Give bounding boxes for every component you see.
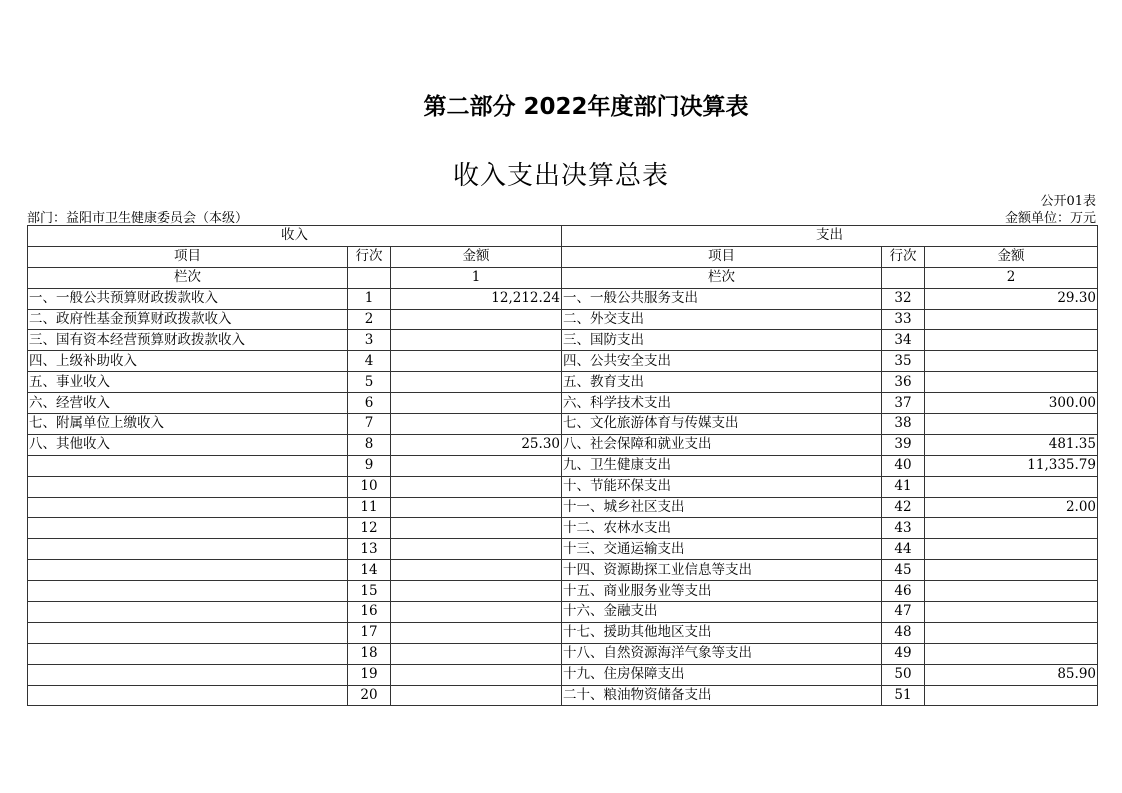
income-item-cell: 七、附属单位上缴收入 — [28, 414, 348, 435]
expense-amount-cell: 11,335.79 — [925, 455, 1098, 476]
expense-amount-header: 金额 — [925, 246, 1098, 267]
table-row — [28, 414, 1098, 435]
page-title: 收入支出决算总表 — [452, 161, 669, 191]
expense-amount-cell — [925, 309, 1098, 330]
part-title: 第二部分 2022年度部门决算表 — [423, 94, 749, 120]
expense-item-cell: 十七、援助其他地区支出 — [562, 622, 882, 643]
expense-item-cell: 六、科学技术支出 — [562, 393, 882, 414]
income-item-cell — [28, 581, 348, 602]
empty-cell — [882, 267, 925, 288]
expense-item-cell: 七、文化旅游体育与传媒支出 — [562, 414, 882, 435]
form-code: 公开01表 — [1040, 194, 1096, 209]
expense-item-cell: 十五、商业服务业等支出 — [562, 581, 882, 602]
income-item-header: 项目 — [28, 246, 348, 267]
income-row-number-cell: 6 — [348, 393, 391, 414]
expense-item-cell: 十二、农林水支出 — [562, 518, 882, 539]
income-item-cell — [28, 560, 348, 581]
table-row — [28, 643, 1098, 664]
income-item-cell — [28, 518, 348, 539]
income-item-cell — [28, 664, 348, 685]
income-item-cell: 八、其他收入 — [28, 434, 348, 455]
income-lanci-label: 栏次 — [28, 267, 348, 288]
expense-item-cell: 四、公共安全支出 — [562, 351, 882, 372]
expense-row-number-cell: 33 — [882, 309, 925, 330]
table-row — [28, 455, 1098, 476]
income-item-cell: 五、事业收入 — [28, 372, 348, 393]
expense-row-number-cell: 35 — [882, 351, 925, 372]
table-row — [28, 581, 1098, 602]
expense-item-cell: 十八、自然资源海洋气象等支出 — [562, 643, 882, 664]
income-row-number-cell: 4 — [348, 351, 391, 372]
expense-row-number-cell: 48 — [882, 622, 925, 643]
expense-amount-cell: 85.90 — [925, 664, 1098, 685]
income-amount-cell — [391, 602, 562, 623]
income-row-number-cell: 18 — [348, 643, 391, 664]
expense-amount-cell: 29.30 — [925, 288, 1098, 309]
income-row-number-cell: 1 — [348, 288, 391, 309]
income-row-number-cell: 11 — [348, 497, 391, 518]
income-amount-cell — [391, 330, 562, 351]
income-row-number-cell: 5 — [348, 372, 391, 393]
empty-cell — [348, 267, 391, 288]
expense-row-number-cell: 37 — [882, 393, 925, 414]
income-row-header: 行次 — [348, 246, 391, 267]
income-column-number: 1 — [391, 267, 562, 288]
expense-amount-cell — [925, 685, 1098, 706]
expense-row-number-cell: 46 — [882, 581, 925, 602]
table-row — [28, 622, 1098, 643]
table-row — [28, 309, 1098, 330]
income-item-cell: 六、经营收入 — [28, 393, 348, 414]
income-item-cell: 三、国有资本经营预算财政拨款收入 — [28, 330, 348, 351]
income-row-number-cell: 2 — [348, 309, 391, 330]
expense-row-number-cell: 42 — [882, 497, 925, 518]
section-header-row — [28, 226, 1098, 247]
expense-row-number-cell: 36 — [882, 372, 925, 393]
income-amount-cell — [391, 664, 562, 685]
expense-amount-cell — [925, 560, 1098, 581]
income-amount-cell — [391, 622, 562, 643]
expense-row-number-cell: 51 — [882, 685, 925, 706]
expense-lanci-label: 栏次 — [562, 267, 882, 288]
income-amount-cell: 25.30 — [391, 434, 562, 455]
income-row-number-cell: 9 — [348, 455, 391, 476]
table-row — [28, 288, 1098, 309]
income-item-cell — [28, 643, 348, 664]
income-item-cell — [28, 685, 348, 706]
income-row-number-cell: 3 — [348, 330, 391, 351]
expense-amount-cell — [925, 622, 1098, 643]
expense-row-number-cell: 40 — [882, 455, 925, 476]
table-row — [28, 393, 1098, 414]
income-row-number-cell: 8 — [348, 434, 391, 455]
expense-row-number-cell: 50 — [882, 664, 925, 685]
income-row-number-cell: 16 — [348, 602, 391, 623]
income-amount-cell — [391, 414, 562, 435]
income-row-number-cell: 20 — [348, 685, 391, 706]
income-item-cell — [28, 622, 348, 643]
expense-row-header: 行次 — [882, 246, 925, 267]
expense-item-cell: 二、外交支出 — [562, 309, 882, 330]
income-amount-cell — [391, 685, 562, 706]
expense-row-number-cell: 41 — [882, 476, 925, 497]
expense-row-number-cell: 43 — [882, 518, 925, 539]
table-row — [28, 434, 1098, 455]
expense-item-cell: 十、节能环保支出 — [562, 476, 882, 497]
income-amount-cell — [391, 643, 562, 664]
income-row-number-cell: 14 — [348, 560, 391, 581]
income-item-cell: 二、政府性基金预算财政拨款收入 — [28, 309, 348, 330]
column-header-row — [28, 246, 1098, 267]
unit-label: 金额单位：万元 — [1004, 211, 1096, 226]
expense-amount-cell — [925, 476, 1098, 497]
expense-item-cell: 一、一般公共服务支出 — [562, 288, 882, 309]
income-header: 收入 — [28, 226, 562, 247]
expense-row-number-cell: 34 — [882, 330, 925, 351]
table-row — [28, 497, 1098, 518]
expense-amount-cell — [925, 330, 1098, 351]
income-amount-cell — [391, 518, 562, 539]
expense-row-number-cell: 39 — [882, 434, 925, 455]
expense-item-cell: 二十、粮油物资储备支出 — [562, 685, 882, 706]
expense-row-number-cell: 32 — [882, 288, 925, 309]
department-label: 部门：益阳市卫生健康委员会（本级） — [27, 211, 249, 226]
expense-amount-cell: 300.00 — [925, 393, 1098, 414]
expense-amount-cell — [925, 602, 1098, 623]
expense-row-number-cell: 49 — [882, 643, 925, 664]
expense-item-cell: 三、国防支出 — [562, 330, 882, 351]
income-item-cell: 四、上级补助收入 — [28, 351, 348, 372]
income-amount-cell: 12,212.24 — [391, 288, 562, 309]
income-amount-cell — [391, 309, 562, 330]
income-row-number-cell: 7 — [348, 414, 391, 435]
income-amount-cell — [391, 476, 562, 497]
income-amount-cell — [391, 497, 562, 518]
expense-header: 支出 — [562, 226, 1098, 247]
income-amount-cell — [391, 393, 562, 414]
expense-item-cell: 五、教育支出 — [562, 372, 882, 393]
expense-item-cell: 十六、金融支出 — [562, 602, 882, 623]
table-row — [28, 476, 1098, 497]
table-row — [28, 330, 1098, 351]
expense-item-cell: 八、社会保障和就业支出 — [562, 434, 882, 455]
expense-item-cell: 十四、资源勘探工业信息等支出 — [562, 560, 882, 581]
income-amount-cell — [391, 455, 562, 476]
income-row-number-cell: 12 — [348, 518, 391, 539]
income-amount-cell — [391, 539, 562, 560]
income-amount-cell — [391, 372, 562, 393]
table-row — [28, 372, 1098, 393]
income-row-number-cell: 17 — [348, 622, 391, 643]
table-row — [28, 664, 1098, 685]
income-row-number-cell: 13 — [348, 539, 391, 560]
expense-amount-cell — [925, 581, 1098, 602]
expense-amount-cell — [925, 539, 1098, 560]
income-item-cell — [28, 476, 348, 497]
income-amount-header: 金额 — [391, 246, 562, 267]
expense-amount-cell: 2.00 — [925, 497, 1098, 518]
expense-item-cell: 十一、城乡社区支出 — [562, 497, 882, 518]
expense-amount-cell — [925, 414, 1098, 435]
table-row — [28, 685, 1098, 706]
table-row — [28, 518, 1098, 539]
expense-item-cell: 十九、住房保障支出 — [562, 664, 882, 685]
income-amount-cell — [391, 581, 562, 602]
expense-column-number: 2 — [925, 267, 1098, 288]
expense-amount-cell — [925, 372, 1098, 393]
expense-row-number-cell: 44 — [882, 539, 925, 560]
expense-amount-cell — [925, 518, 1098, 539]
income-item-cell — [28, 497, 348, 518]
income-item-cell — [28, 602, 348, 623]
expense-item-cell: 十三、交通运输支出 — [562, 539, 882, 560]
income-row-number-cell: 19 — [348, 664, 391, 685]
income-item-cell: 一、一般公共预算财政拨款收入 — [28, 288, 348, 309]
income-item-cell — [28, 539, 348, 560]
table-row — [28, 560, 1098, 581]
income-row-number-cell: 10 — [348, 476, 391, 497]
expense-amount-cell — [925, 351, 1098, 372]
expense-amount-cell: 481.35 — [925, 434, 1098, 455]
table-row — [28, 351, 1098, 372]
expense-item-header: 项目 — [562, 246, 882, 267]
expense-amount-cell — [925, 643, 1098, 664]
table-row — [28, 539, 1098, 560]
income-row-number-cell: 15 — [348, 581, 391, 602]
expense-row-number-cell: 47 — [882, 602, 925, 623]
income-amount-cell — [391, 351, 562, 372]
expense-item-cell: 九、卫生健康支出 — [562, 455, 882, 476]
income-amount-cell — [391, 560, 562, 581]
income-item-cell — [28, 455, 348, 476]
table-row — [28, 602, 1098, 623]
income-expense-table — [27, 225, 1098, 706]
expense-row-number-cell: 45 — [882, 560, 925, 581]
expense-row-number-cell: 38 — [882, 414, 925, 435]
column-number-row — [28, 267, 1098, 288]
